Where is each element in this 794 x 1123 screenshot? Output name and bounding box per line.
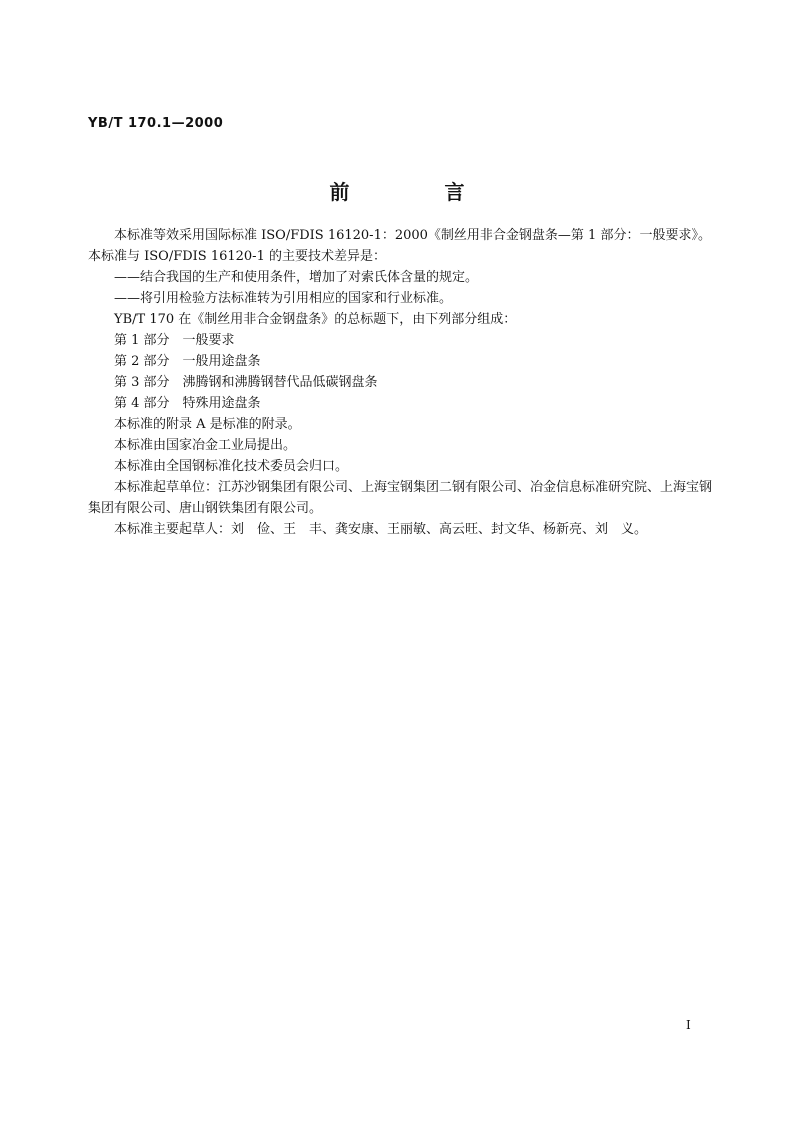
paragraph-parts-intro: YB/T 170 在《制丝用非合金钢盘条》的总标题下，由下列部分组成： xyxy=(114,312,517,327)
paragraph-drafting-units: 本标准起草单位：江苏沙钢集团有限公司、上海宝钢集团二钢有限公司、冶金信息标准研究院、上海宝钢集团有限公司、唐山钢铁集团有限公司。 xyxy=(88,480,713,516)
list-item-part-1: 第 1 部分 一般要求 xyxy=(114,333,235,348)
paragraph-difference-2: ——将引用检验方法标准转为引用相应的国家和行业标准。 xyxy=(114,291,453,306)
standard-code: YB/T 170.1—2000 xyxy=(88,116,224,131)
list-item-part-2: 第 2 部分 一般用途盘条 xyxy=(114,354,261,369)
paragraph-drafters: 本标准主要起草人：刘 俭、王 丰、龚安康、王丽敏、高云旺、封文华、杨新亮、刘 义。 xyxy=(114,522,648,537)
list-item-part-3: 第 3 部分 沸腾钢和沸腾钢替代品低碳钢盘条 xyxy=(114,375,378,390)
page-number: I xyxy=(686,1018,691,1032)
paragraph-proposer: 本标准由国家冶金工业局提出。 xyxy=(114,438,297,453)
paragraph-appendix: 本标准的附录 A 是标准的附录。 xyxy=(114,417,301,432)
paragraph-committee: 本标准由全国钢标准化技术委员会归口。 xyxy=(114,459,349,474)
foreword-body xyxy=(88,225,714,540)
paragraph-adoption: 本标准等效采用国际标准 ISO/FDIS 16120-1：2000《制丝用非合金钢盘条—第 1 部分：一般要求》。本标准与 ISO/FDIS 16120-1 的主要技术差异是： xyxy=(88,228,711,264)
paragraph-difference-1: ——结合我国的生产和使用条件，增加了对索氏体含量的规定。 xyxy=(114,270,479,285)
page-title: 前 言 xyxy=(329,180,509,204)
list-item-part-4: 第 4 部分 特殊用途盘条 xyxy=(114,396,261,411)
